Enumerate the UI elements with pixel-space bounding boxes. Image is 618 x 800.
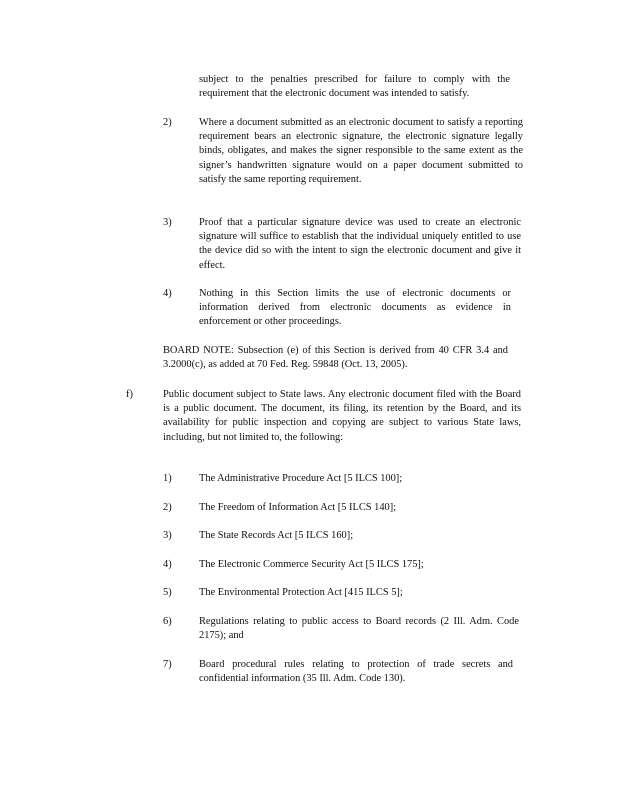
- item-number: 4): [163, 559, 172, 570]
- item-number: 7): [163, 659, 172, 670]
- list-item-paragraph: Board procedural rules relating to protection of trade secrets and confidential information (35 Ill. Adm. Code 130).: [199, 659, 513, 685]
- item-number: 3): [163, 530, 172, 541]
- item-number: 2): [163, 117, 172, 128]
- list-item-paragraph: Nothing in this Section limits the use of electronic documents or information derived from electronic documents as evidence in enforcement or other proceedings.: [199, 288, 511, 328]
- section-label: f): [126, 389, 133, 400]
- item-number: 4): [163, 288, 172, 299]
- list-item-paragraph: The State Records Act [5 ILCS 160];: [199, 530, 354, 541]
- list-item-paragraph: Regulations relating to public access to Board records (2 Ill. Adm. Code 2175); and: [199, 616, 519, 642]
- list-item-paragraph: The Electronic Commerce Security Act [5 ILCS 175];: [199, 559, 424, 570]
- item-number: 5): [163, 587, 172, 598]
- list-item-paragraph: The Freedom of Information Act [5 ILCS 140];: [199, 502, 397, 513]
- item-number: 2): [163, 502, 172, 513]
- continuation-paragraph: subject to the penalties prescribed for failure to comply with the requirement that the electronic document was intended to satisfy.: [199, 74, 510, 100]
- list-item-paragraph: Proof that a particular signature device was used to create an electronic signature will suffice to establish that the individual uniquely entitled to use the device did so with the intent to sign the electronic document and give it effect.: [199, 217, 521, 271]
- item-number: 1): [163, 473, 172, 484]
- item-number: 3): [163, 217, 172, 228]
- board-note: BOARD NOTE: Subsection (e) of this Section is derived from 40 CFR 3.4 and 3.2000(c), as added at 70 Fed. Reg. 59848 (Oct. 13, 2005).: [163, 345, 508, 371]
- list-item-paragraph: The Environmental Protection Act [415 ILCS 5];: [199, 587, 403, 598]
- list-item-paragraph: The Administrative Procedure Act [5 ILCS 100];: [199, 473, 403, 484]
- item-number: 6): [163, 616, 172, 627]
- section-f-paragraph: Public document subject to State laws. Any electronic document filed with the Board is a public document. The document, its filing, its retention by the Board, and its availability for public inspection and copying are subject to various State laws, including, but not limited to, the following:: [163, 389, 521, 443]
- list-item-paragraph: Where a document submitted as an electronic document to satisfy a reporting requirement bears an electronic signature, the electronic signature legally binds, obligates, and makes the signer responsible to the same extent as the signer’s handwritten signature would on a paper document submitted to satisfy the same reporting requirement.: [199, 117, 523, 185]
